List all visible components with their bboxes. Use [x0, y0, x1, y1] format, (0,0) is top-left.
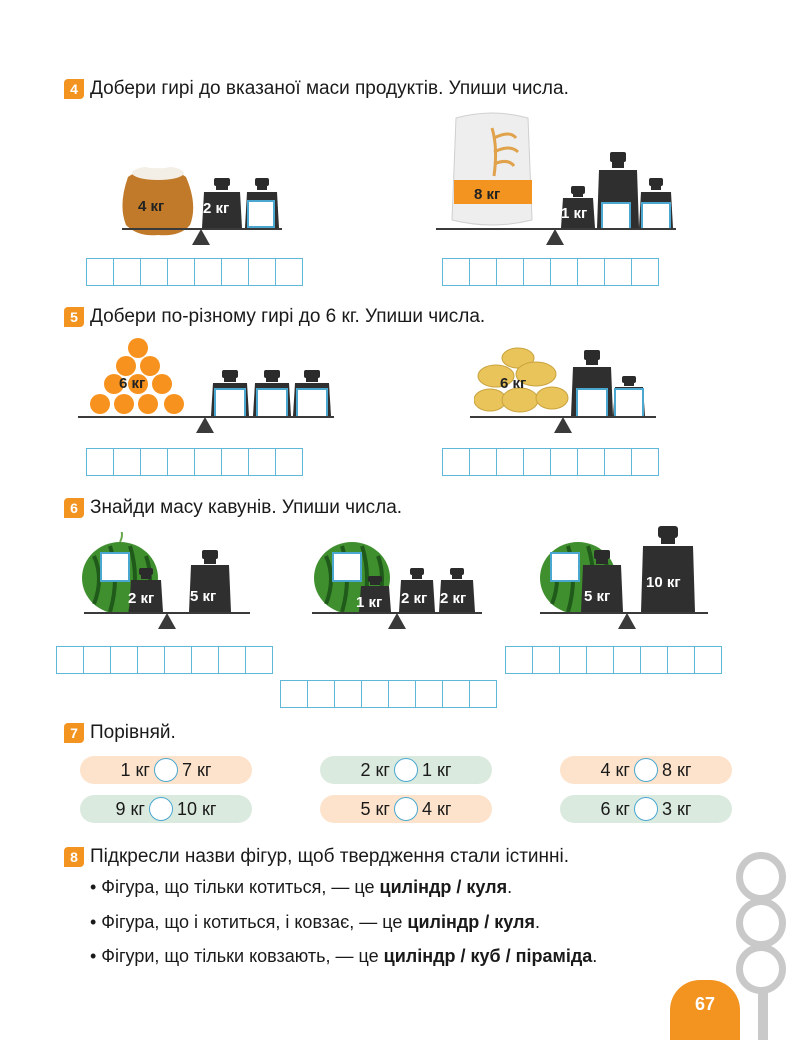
compare-left: 2 кг [360, 759, 390, 780]
weight-input-box[interactable] [601, 202, 631, 230]
answer-cells[interactable] [56, 646, 273, 674]
compare-left: 9 кг [115, 798, 145, 819]
answer-cells[interactable] [86, 258, 303, 286]
scale-fulcrum [546, 229, 564, 245]
compare-left: 6 кг [600, 798, 630, 819]
statement-text: • Фігура, що і котиться, і ковзає, — це [90, 912, 408, 932]
compare-sign-circle[interactable] [394, 758, 418, 782]
weight-label: 6 кг [500, 375, 527, 392]
answer-cells[interactable] [280, 680, 497, 708]
compare-right: 10 кг [176, 798, 217, 819]
compare-left: 4 кг [600, 759, 630, 780]
task-number-badge: 8 [64, 847, 84, 867]
compare-sign-circle[interactable] [634, 797, 658, 821]
weight-label: 2 кг [440, 590, 467, 607]
flour-sack-icon [448, 108, 536, 228]
task-4-text: Добери гирі до вказаної маси продуктів. Упиши числа. [90, 78, 569, 99]
binder-ring-icon [736, 852, 786, 902]
scale-fulcrum [618, 613, 636, 629]
weight-label: 2 кг [128, 590, 155, 607]
task-5-header [64, 306, 485, 328]
compare-item [560, 756, 732, 784]
compare-right: 3 кг [662, 798, 692, 819]
statement [90, 946, 597, 967]
scale-fulcrum [192, 229, 210, 245]
weight-input-box[interactable] [256, 388, 288, 418]
weight-label: 2 кг [203, 200, 230, 217]
weight-label: 5 кг [584, 588, 611, 605]
weight-label: 2 кг [401, 590, 428, 607]
weight-label: 4 кг [138, 198, 165, 215]
answer-cells[interactable] [86, 448, 303, 476]
answer-cells[interactable] [442, 258, 659, 286]
task-number-badge: 5 [64, 307, 84, 327]
scale-fulcrum [554, 417, 572, 433]
page-number: 67 [670, 980, 740, 1040]
task-7-header [64, 722, 176, 744]
binder-ring-icon [736, 944, 786, 994]
compare-item [80, 756, 252, 784]
compare-item [320, 756, 492, 784]
answer-cells[interactable] [442, 448, 659, 476]
scale-fulcrum [158, 613, 176, 629]
weight-label: 1 кг [561, 205, 588, 222]
weight-label: 5 кг [190, 588, 217, 605]
weight-input-box[interactable] [247, 200, 275, 228]
statement-options[interactable]: циліндр / куля [407, 912, 535, 932]
weight-icon [640, 526, 696, 612]
statement-text: • Фігура, що тільки котиться, — це [90, 877, 380, 897]
statement-end: . [592, 946, 598, 966]
task-6-text: Знайди масу кавунів. Упиши числа. [90, 497, 403, 518]
melon-mass-box[interactable] [550, 552, 580, 582]
compare-left: 5 кг [360, 798, 390, 819]
weight-input-box[interactable] [296, 388, 328, 418]
task-number-badge: 4 [64, 79, 84, 99]
scale-fulcrum [196, 417, 214, 433]
statement [90, 877, 512, 898]
compare-right: 1 кг [422, 759, 452, 780]
statement [90, 912, 540, 933]
task-number-badge: 7 [64, 723, 84, 743]
task-6-header [64, 497, 402, 519]
task-8-header [64, 846, 569, 868]
statement-end: . [507, 877, 513, 897]
compare-right: 8 кг [662, 759, 692, 780]
task-7-text: Порівняй. [90, 722, 176, 743]
binder-ring-icon [736, 898, 786, 948]
task-5-text: Добери по-різному гирі до 6 кг. Упиши числа. [90, 306, 486, 327]
statement-end: . [534, 912, 540, 932]
weight-input-box[interactable] [214, 388, 246, 418]
melon-mass-box[interactable] [100, 552, 130, 582]
task-4-header [64, 78, 569, 100]
task-8-text: Підкресли назви фігур, щоб твердження стали істинні. [90, 846, 570, 867]
weight-label: 1 кг [356, 594, 383, 611]
weight-input-box[interactable] [614, 388, 644, 418]
compare-item [320, 795, 492, 823]
compare-item [80, 795, 252, 823]
weight-input-box[interactable] [641, 202, 671, 230]
compare-sign-circle[interactable] [394, 797, 418, 821]
scale-fulcrum [388, 613, 406, 629]
weight-label: 8 кг [474, 186, 501, 203]
compare-right: 4 кг [422, 798, 452, 819]
weight-input-box[interactable] [576, 388, 608, 418]
compare-right: 7 кг [182, 759, 212, 780]
statement-text: • Фігури, що тільки ковзають, — це [90, 946, 384, 966]
statement-options[interactable]: циліндр / куля [379, 877, 508, 897]
compare-item [560, 795, 732, 823]
weight-label: 6 кг [119, 375, 146, 392]
compare-sign-circle[interactable] [149, 797, 173, 821]
sack-icon [118, 155, 196, 237]
compare-left: 1 кг [120, 759, 150, 780]
statement-options[interactable]: циліндр / куб / піраміда [383, 946, 593, 966]
task-number-badge: 6 [64, 498, 84, 518]
compare-sign-circle[interactable] [634, 758, 658, 782]
answer-cells[interactable] [505, 646, 722, 674]
weight-label: 10 кг [646, 574, 681, 591]
compare-sign-circle[interactable] [154, 758, 178, 782]
